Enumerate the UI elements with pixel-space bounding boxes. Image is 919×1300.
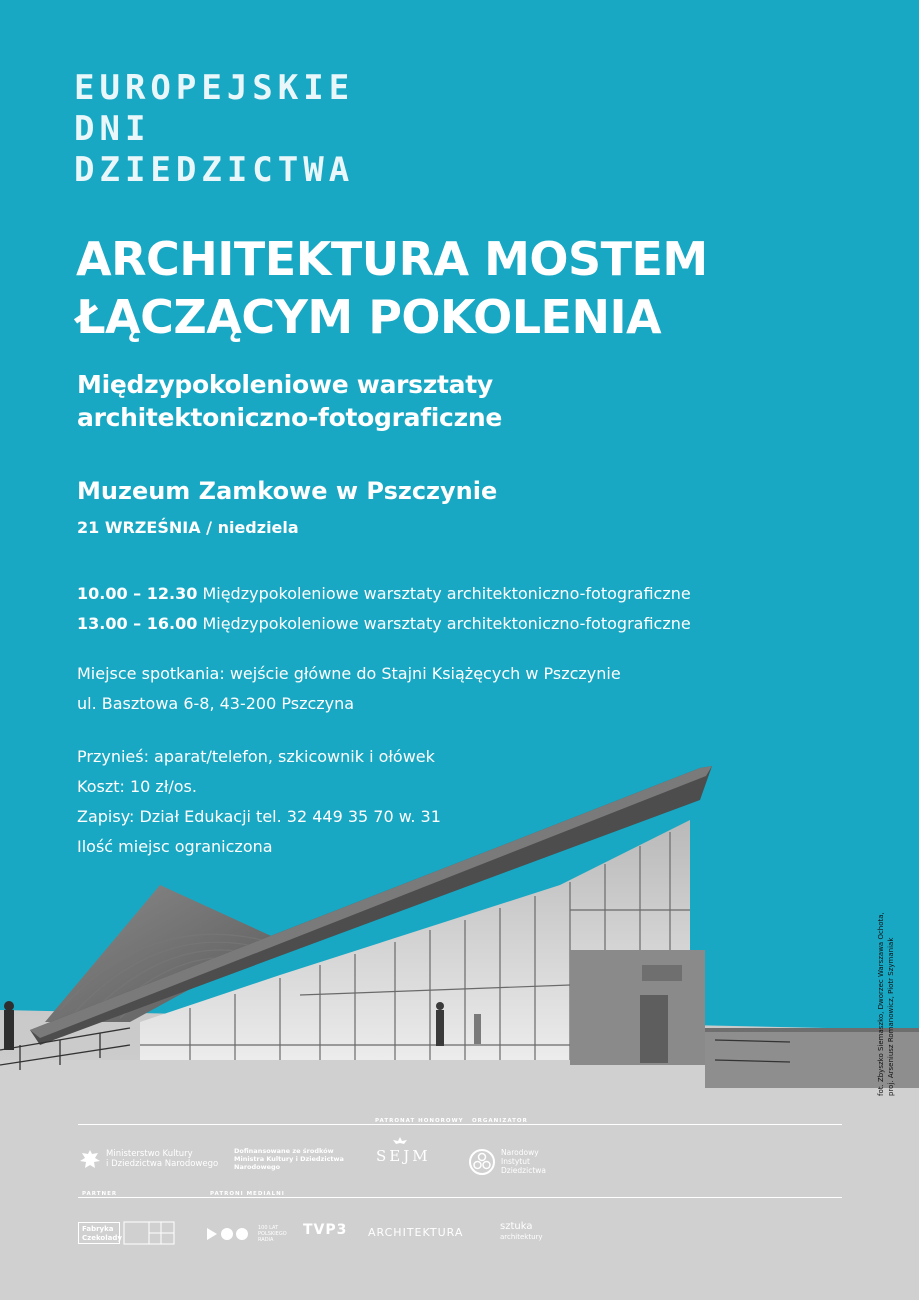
nid-logo-icon — [468, 1148, 496, 1176]
event-date: 21 WRZEŚNIA / niedziela — [77, 518, 299, 537]
meeting-line: Miejsce spotkania: wejście główne do Stajni Książęcych w Pszczynie — [77, 664, 621, 683]
sztuka-architektury-logo — [500, 1222, 543, 1242]
fabryka-line: Fabryka — [82, 1225, 114, 1233]
credit-line: proj. Arseniusz Romanowicz, Piotr Szymaniak — [887, 937, 895, 1096]
cofund-line: Ministra Kultury i Dziedzictwa — [234, 1155, 344, 1163]
event-logo — [74, 68, 354, 191]
fabryka-line: Czekolady — [82, 1234, 122, 1242]
meeting-place — [77, 659, 621, 719]
architektura-logo: ARCHITEKTURA — [368, 1226, 464, 1239]
meeting-line: ul. Basztowa 6-8, 43-200 Pszczyna — [77, 694, 355, 713]
grid-logo-icon — [123, 1221, 175, 1245]
detail-line: Koszt: 10 zł/os. — [77, 777, 197, 796]
cofunding-note — [234, 1147, 344, 1171]
logo-line: DZIEDZICTWA — [74, 150, 355, 190]
fabryka-czekolady-logo — [78, 1222, 120, 1244]
label-partner: PARTNER — [78, 1191, 121, 1197]
divider — [78, 1124, 842, 1125]
sztuka-line: sztuka — [500, 1221, 533, 1232]
detail-line: Zapisy: Dział Edukacji tel. 32 449 35 70 w. 31 — [77, 807, 441, 826]
sejm-logo: SEJM — [376, 1147, 431, 1165]
sponsors-footer — [78, 1118, 842, 1268]
poster-subtitle — [77, 368, 502, 434]
subtitle-line: architektoniczno-fotograficzne — [77, 403, 502, 432]
schedule-item — [77, 579, 691, 609]
schedule-time: 10.00 – 12.30 — [77, 584, 198, 603]
schedule-item — [77, 609, 691, 639]
ministry-line: Ministerstwo Kultury — [106, 1149, 193, 1159]
radio-label: 100 LAT POLSKIEGO RADIA — [258, 1225, 287, 1243]
subtitle-line: Międzypokoleniowe warsztaty — [77, 370, 493, 399]
nid-line: Instytut — [501, 1157, 530, 1166]
credit-line: fot. Zbyszko Siemaszko, Dworzec Warszawa Ochota, — [877, 912, 885, 1096]
venue: Muzeum Zamkowe w Pszczynie — [77, 477, 498, 505]
divider — [78, 1197, 842, 1198]
schedule-time: 13.00 – 16.00 — [77, 614, 198, 633]
title-line: ARCHITEKTURA MOSTEM — [76, 232, 708, 286]
sztuka-line: architektury — [500, 1233, 543, 1241]
photo-credit — [862, 880, 902, 1100]
eagle-icon — [78, 1148, 102, 1174]
cofund-line: Dofinansowane ze środków — [234, 1147, 334, 1155]
label-patroni: PATRONI MEDIALNI — [206, 1191, 289, 1197]
schedule-text: Międzypokoleniowe warsztaty architektoniczno-fotograficzne — [197, 584, 691, 603]
schedule-text: Międzypokoleniowe warsztaty architektoniczno-fotograficzne — [197, 614, 691, 633]
polskie-radio-logo-icon — [206, 1226, 254, 1242]
label-patronat: PATRONAT HONOROWY — [371, 1118, 468, 1124]
schedule — [77, 579, 691, 639]
nid-line: Dziedzictwa — [501, 1166, 546, 1175]
cofund-line: Narodowego — [234, 1163, 281, 1171]
detail-line: Przynieś: aparat/telefon, szkicownik i ołówek — [77, 747, 435, 766]
label-organizator: ORGANIZATOR — [468, 1118, 532, 1124]
ministry-line: i Dziedzictwa Narodowego — [106, 1159, 219, 1169]
nid-line: Narodowy — [501, 1148, 539, 1157]
logo-line: EUROPEJSKIE — [74, 68, 355, 108]
poster-title — [76, 230, 708, 346]
detail-line: Ilość miejsc ograniczona — [77, 837, 273, 856]
title-line: ŁĄCZĄCYM POKOLENIA — [76, 290, 662, 344]
logo-line: DNI — [74, 109, 151, 149]
ministry-logo — [106, 1149, 218, 1169]
nid-logo — [501, 1148, 546, 1175]
tvp3-logo: TVP3 — [303, 1222, 348, 1238]
